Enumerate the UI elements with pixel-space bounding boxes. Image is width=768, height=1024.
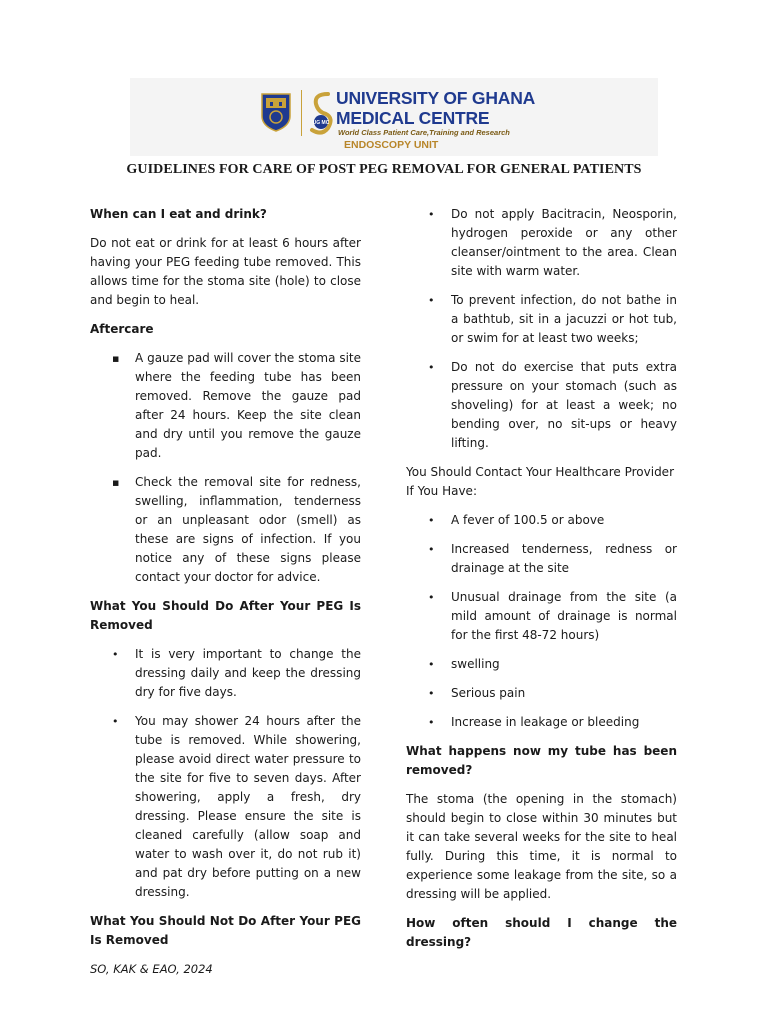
unit-name: ENDOSCOPY UNIT (344, 139, 439, 151)
round-bullet-icon: • (112, 648, 119, 661)
left-column (90, 205, 361, 960)
round-bullet-icon: • (428, 687, 435, 700)
document-title: GUIDELINES FOR CARE OF POST PEG REMOVAL FOR GENERAL PATIENTS (126, 162, 642, 177)
list-item: • You may shower 24 hours after the tube is removed. While showering, please avoid direct water pressure to the site for five to seven days. After showering, apply a fresh, dry dressing. Please ensure the site is cleaned carefully (allow soap and water to wash over it, do not rub it) and pat dry before putting on a new dressing. (112, 714, 361, 899)
should-do-list (90, 645, 361, 902)
list-item: ▪ Check the removal site for redness, swelling, inflammation, tenderness or an unpleasant odor (smell) as these are signs of infection. If you notice any of these signs please contact your doctor for advice. (112, 475, 361, 584)
org-name-line2: MEDICAL CENTRE (336, 108, 490, 128)
list-item: • Increase in leakage or bleeding (406, 713, 677, 732)
list-item: • Do not apply Bacitracin, Neosporin, hydrogen peroxide or any other cleanser/ointment to the area. Clean site with warm water. (428, 207, 677, 278)
footer-credits: SO, KAK & EAO, 2024 (90, 962, 213, 976)
section-heading-should-do: What You Should Do After Your PEG Is Removed (90, 599, 361, 632)
round-bullet-icon: • (428, 658, 435, 671)
paragraph-happens: The stoma (the opening in the stomach) should begin to close within 30 minutes but it can take several weeks for the site to heal fully. During this time, it is normal to experience some leakage from the site, so a dressing will be applied. (406, 792, 677, 901)
tagline: World Class Patient Care,Training and Research (338, 128, 510, 137)
right-column (406, 205, 677, 962)
list-item: • It is very important to change the dressing daily and keep the dressing dry for five days. (112, 647, 361, 699)
section-heading-should-not: What You Should Not Do After Your PEG Is Removed (90, 914, 361, 947)
letterhead (130, 78, 658, 156)
round-bullet-icon: • (112, 715, 119, 728)
list-item: • Unusual drainage from the site (a mild amount of drainage is normal for the first 48-72 hours) (428, 590, 677, 642)
round-bullet-icon: • (428, 591, 435, 604)
section-heading-contact: You Should Contact Your Healthcare Provider If You Have: (406, 465, 674, 498)
ugmc-emblem-icon (308, 90, 336, 138)
organization-name (336, 88, 535, 128)
section-heading-happens: What happens now my tube has been removed? (406, 744, 677, 777)
emblem-text: UG MC (312, 120, 330, 126)
list-item: • Do not do exercise that puts extra pressure on your stomach (such as shoveling) for at least a week; no bending over, no sit-ups or heavy lifting. (428, 360, 677, 450)
section-heading-eat: When can I eat and drink? (90, 207, 267, 221)
square-bullet-icon: ▪ (112, 476, 120, 489)
org-name-line1: UNIVERSITY OF GHANA (336, 88, 536, 108)
list-item: • Serious pain (406, 684, 677, 703)
logo-divider (301, 90, 302, 136)
list-item: ▪ A gauze pad will cover the stoma site where the feeding tube has been removed. Remove the gauze pad after 24 hours. Keep the site clean and dry until you remove the gauze pad. (112, 351, 361, 460)
list-item: • A fever of 100.5 or above (406, 511, 677, 530)
aftercare-list (90, 349, 361, 587)
round-bullet-icon: • (428, 208, 435, 221)
round-bullet-icon: • (428, 514, 435, 527)
should-not-list (406, 205, 677, 453)
round-bullet-icon: • (428, 543, 435, 556)
round-bullet-icon: • (428, 294, 435, 307)
section-heading-dressing: How often should I change the dressing? (406, 916, 677, 949)
square-bullet-icon: ▪ (112, 352, 120, 365)
round-bullet-icon: • (428, 361, 435, 374)
university-crest-icon (260, 92, 292, 132)
section-heading-aftercare: Aftercare (90, 322, 154, 336)
list-item: • To prevent infection, do not bathe in a bathtub, sit in a jacuzzi or hot tub, or swim for at least two weeks; (428, 293, 677, 345)
round-bullet-icon: • (428, 716, 435, 729)
paragraph-eat: Do not eat or drink for at least 6 hours after having your PEG feeding tube removed. This allows time for the stoma site (hole) to close and begin to heal. (90, 236, 361, 307)
list-item: • swelling (406, 655, 677, 674)
list-item: • Increased tenderness, redness or drainage at the site (428, 542, 677, 575)
contact-list (406, 511, 677, 732)
